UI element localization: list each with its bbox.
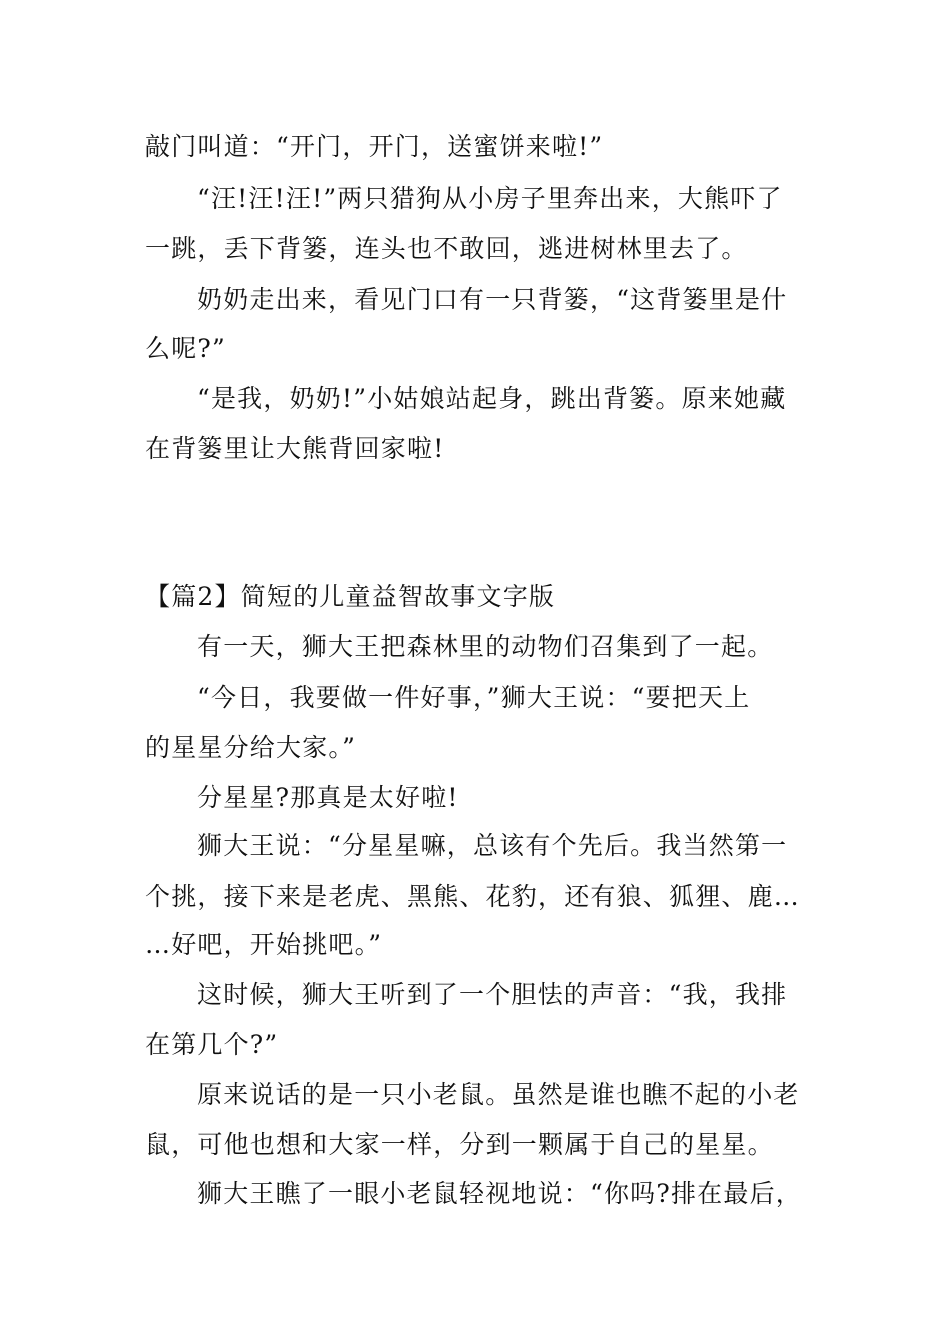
paragraph-line: 分星星?那真是太好啦! bbox=[197, 783, 459, 812]
paragraph-line: 个挑，接下来是老虎、黑熊、花豹，还有狼、狐狸、鹿… bbox=[145, 882, 801, 911]
paragraph-line: “是我，奶奶!”小姑娘站起身，跳出背篓。原来她藏 bbox=[197, 384, 787, 413]
paragraph-line: 在背篓里让大熊背回家啦! bbox=[145, 434, 445, 463]
paragraph-line: “今日，我要做一件好事，”狮大王说：“要把天上 bbox=[197, 683, 751, 712]
paragraph-line: 敲门叫道：“开门，开门，送蜜饼来啦!” bbox=[145, 132, 604, 161]
paragraph-line: 一跳，丢下背篓，连头也不敢回，逃进树林里去了。 bbox=[145, 234, 748, 263]
paragraph-line: …好吧，开始挑吧。” bbox=[145, 930, 383, 959]
paragraph-line: 这时候，狮大王听到了一个胆怯的声音：“我，我排 bbox=[197, 980, 788, 1009]
paragraph-line: 原来说话的是一只小老鼠。虽然是谁也瞧不起的小老 bbox=[197, 1080, 800, 1109]
paragraph-line: 奶奶走出来，看见门口有一只背篓，“这背篓里是什 bbox=[197, 285, 788, 314]
section-heading: 【篇2】简短的儿童益智故事文字版 bbox=[145, 582, 556, 611]
paragraph-line: 狮大王瞧了一眼小老鼠轻视地说：“你吗?排在最后， bbox=[197, 1179, 802, 1208]
paragraph-line: 鼠，可他也想和大家一样，分到一颗属于自己的星星。 bbox=[145, 1130, 774, 1159]
paragraph-line: 有一天，狮大王把森林里的动物们召集到了一起。 bbox=[197, 632, 774, 661]
paragraph-line: 么呢?” bbox=[145, 334, 226, 363]
paragraph-line: 狮大王说：“分星星嘛，总该有个先后。我当然第一 bbox=[197, 831, 788, 860]
paragraph-line: 在第几个?” bbox=[145, 1030, 279, 1059]
paragraph-line: “汪!汪!汪!”两只猎狗从小房子里奔出来，大熊吓了 bbox=[197, 184, 783, 213]
paragraph-line: 的星星分给大家。” bbox=[145, 733, 357, 762]
